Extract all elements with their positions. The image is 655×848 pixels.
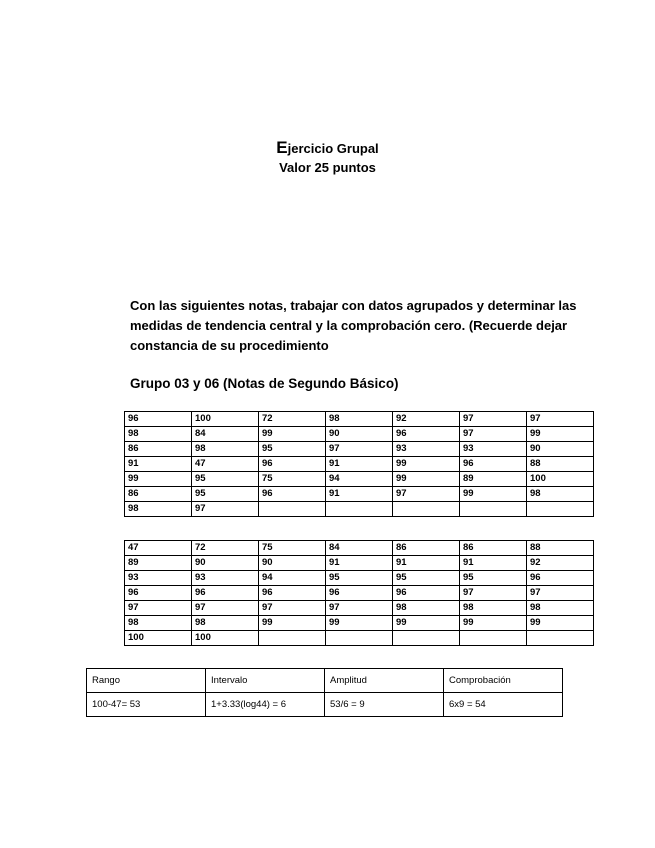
grade-cell: 97 [527, 412, 594, 427]
grade-cell: 93 [125, 571, 192, 586]
grade-cell: 97 [460, 427, 527, 442]
grade-cell: 96 [326, 586, 393, 601]
grade-cell: 98 [125, 427, 192, 442]
grade-cell: 96 [393, 427, 460, 442]
grade-cell [326, 502, 393, 517]
grade-cell: 100 [192, 631, 259, 646]
grade-cell: 88 [527, 541, 594, 556]
grade-cell: 88 [527, 457, 594, 472]
grade-cell: 92 [527, 556, 594, 571]
grade-cell: 98 [125, 616, 192, 631]
grade-cell: 95 [326, 571, 393, 586]
grade-cell: 47 [125, 541, 192, 556]
grade-cell: 97 [326, 442, 393, 457]
calc-header-intervalo: Intervalo [206, 669, 325, 693]
grade-cell: 96 [125, 412, 192, 427]
grade-cell: 96 [192, 586, 259, 601]
grade-row [125, 412, 594, 427]
grade-cell: 95 [192, 487, 259, 502]
grade-row [125, 442, 594, 457]
grade-cell: 97 [527, 586, 594, 601]
grade-cell: 98 [192, 616, 259, 631]
grade-cell: 97 [125, 601, 192, 616]
grade-cell [259, 502, 326, 517]
grade-cell: 95 [393, 571, 460, 586]
grade-row [125, 586, 594, 601]
grade-cell: 99 [393, 616, 460, 631]
grade-cell: 97 [259, 601, 326, 616]
grade-cell: 99 [527, 427, 594, 442]
grade-row [125, 541, 594, 556]
grade-row [125, 616, 594, 631]
grade-row [125, 427, 594, 442]
grade-cell: 91 [460, 556, 527, 571]
grade-cell: 91 [125, 457, 192, 472]
grade-cell: 75 [259, 472, 326, 487]
grade-cell [460, 631, 527, 646]
grade-cell: 94 [326, 472, 393, 487]
grade-row [125, 457, 594, 472]
grades-table-2-body [125, 541, 594, 646]
grade-cell [259, 631, 326, 646]
calc-header-amplitud: Amplitud [325, 669, 444, 693]
grade-cell: 98 [125, 502, 192, 517]
grade-cell: 95 [259, 442, 326, 457]
document-title [0, 138, 655, 158]
grade-cell: 75 [259, 541, 326, 556]
calc-value-rango: 100-47= 53 [87, 693, 206, 717]
grade-row [125, 631, 594, 646]
grade-cell: 100 [527, 472, 594, 487]
grade-cell: 99 [259, 427, 326, 442]
grade-cell [326, 631, 393, 646]
grade-cell: 47 [192, 457, 259, 472]
grade-cell: 100 [125, 631, 192, 646]
grade-cell: 96 [460, 457, 527, 472]
grade-cell: 91 [326, 487, 393, 502]
calc-value-intervalo: 1+3.33(log44) = 6 [206, 693, 325, 717]
grade-row [125, 601, 594, 616]
calculation-table [86, 668, 563, 717]
grade-cell: 91 [326, 556, 393, 571]
grade-cell: 100 [192, 412, 259, 427]
grade-cell: 97 [192, 601, 259, 616]
grade-cell [527, 631, 594, 646]
grade-cell: 84 [192, 427, 259, 442]
document-subtitle: Valor 25 puntos [279, 160, 376, 175]
grade-cell: 95 [192, 472, 259, 487]
calc-header-row [87, 669, 563, 693]
grades-table-2 [124, 540, 594, 646]
grade-cell: 94 [259, 571, 326, 586]
grade-cell: 86 [125, 487, 192, 502]
grade-cell: 92 [393, 412, 460, 427]
grade-cell: 99 [393, 472, 460, 487]
grade-cell: 97 [460, 412, 527, 427]
grade-cell: 99 [326, 616, 393, 631]
grade-cell: 91 [393, 556, 460, 571]
grade-cell: 96 [125, 586, 192, 601]
grade-cell: 98 [393, 601, 460, 616]
grade-cell: 98 [460, 601, 527, 616]
grade-cell: 93 [460, 442, 527, 457]
grade-cell: 96 [527, 571, 594, 586]
grade-cell: 96 [259, 586, 326, 601]
grade-cell: 95 [460, 571, 527, 586]
instructions-paragraph: Con las siguientes notas, trabajar con datos agrupados y determinar las medidas de tendencia central y la comprobación cero. (Recuerde dejar constancia de su procedimiento [130, 298, 577, 353]
grade-cell: 99 [259, 616, 326, 631]
grade-cell: 86 [460, 541, 527, 556]
grade-cell [393, 631, 460, 646]
grades-table-1-body [125, 412, 594, 517]
grade-cell: 84 [326, 541, 393, 556]
grade-cell: 89 [460, 472, 527, 487]
grades-table-1 [124, 411, 594, 517]
grade-cell: 98 [527, 487, 594, 502]
grade-cell [393, 502, 460, 517]
grade-cell: 97 [326, 601, 393, 616]
grade-cell: 90 [527, 442, 594, 457]
group-heading: Grupo 03 y 06 (Notas de Segundo Básico) [130, 376, 399, 391]
calc-value-amplitud: 53/6 = 9 [325, 693, 444, 717]
calc-header-comprobacion: Comprobación [444, 669, 563, 693]
calc-value-row [87, 693, 563, 717]
grade-cell: 93 [393, 442, 460, 457]
grade-cell: 89 [125, 556, 192, 571]
grade-cell: 91 [326, 457, 393, 472]
grade-cell: 98 [192, 442, 259, 457]
grade-cell: 90 [326, 427, 393, 442]
grade-cell: 99 [460, 487, 527, 502]
calc-value-comprobacion: 6x9 = 54 [444, 693, 563, 717]
grade-cell: 98 [326, 412, 393, 427]
grade-row [125, 502, 594, 517]
grade-cell: 99 [125, 472, 192, 487]
grade-row [125, 472, 594, 487]
grade-cell: 93 [192, 571, 259, 586]
grade-cell: 99 [527, 616, 594, 631]
grade-cell: 99 [393, 457, 460, 472]
grade-cell: 99 [460, 616, 527, 631]
title-rest: jercicio Grupal [287, 141, 379, 156]
grade-cell: 97 [393, 487, 460, 502]
grade-cell: 98 [527, 601, 594, 616]
title-first-letter: E [276, 138, 288, 157]
grade-cell: 96 [393, 586, 460, 601]
grade-cell: 86 [125, 442, 192, 457]
grade-row [125, 556, 594, 571]
grade-cell: 90 [192, 556, 259, 571]
grade-cell: 97 [460, 586, 527, 601]
grade-row [125, 571, 594, 586]
grade-cell [460, 502, 527, 517]
grade-cell [527, 502, 594, 517]
grade-cell: 90 [259, 556, 326, 571]
grade-cell: 96 [259, 457, 326, 472]
grade-cell: 96 [259, 487, 326, 502]
grade-cell: 72 [192, 541, 259, 556]
grade-row [125, 487, 594, 502]
grade-cell: 86 [393, 541, 460, 556]
calc-header-rango: Rango [87, 669, 206, 693]
grade-cell: 72 [259, 412, 326, 427]
grade-cell: 97 [192, 502, 259, 517]
